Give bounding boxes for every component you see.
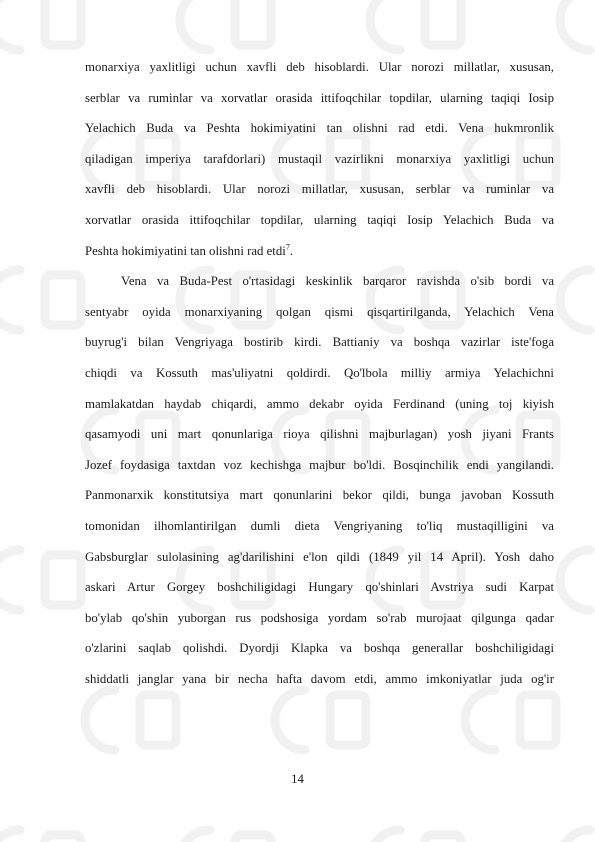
sentence-period: . [289, 243, 294, 258]
text-line: monarxiya yaxlitligi uchun xavfli deb hisoblardi. Ular norozi millatlar, xususan, [85, 60, 554, 74]
watermark-arc [560, 550, 590, 610]
text-line: qasamyodi uni mart qonunlariga rioya qilishni majburlagan) yosh jiyani Frants [85, 427, 554, 442]
watermark-block [45, 0, 81, 45]
watermark-arc [0, 550, 20, 610]
text-line: tomonidan ilhomlantirilgan dumli dieta Vengriyaning to'liq mustaqilligini va [85, 518, 554, 533]
text-line: shiddatli janglar yana bir necha hafta davom etdi, ammo imkoniyatlar juda og'ir [85, 671, 554, 686]
paragraph-2 [85, 266, 554, 694]
watermark-arc [275, 690, 305, 750]
text-line: o'zlarini saqlab qolishdi. Dyordji Klapka va boshqa generallar boshchiligidagi [85, 641, 554, 656]
watermark-block [425, 835, 461, 842]
text-line: Jozef foydasiga taxtdan voz kechishga majbur bo'ldi. Bosqinchilik endi yangilandi. [85, 457, 554, 472]
watermark-block [140, 695, 176, 745]
text-line: Gabsburglar sulolasining ag'darilishini e'lon qildi (1849 yil 14 April). Yosh daho [85, 549, 554, 564]
watermark-arc [0, 830, 20, 842]
watermark-block [235, 835, 271, 842]
text-line: sentyabr oyida monarxiyaning qolgan qismi qisqartirilganda, Yelachich Vena [85, 304, 554, 319]
footnote-reference[interactable]: 7 [285, 242, 290, 252]
watermark-block [45, 275, 81, 325]
watermark-arc [465, 690, 495, 750]
watermark-arc [560, 0, 590, 50]
watermark-arc [560, 270, 590, 330]
text-line-indented: Vena va Buda-Pest o'rtasidagi keskinlik barqaror ravishda o'sib bordi va [121, 274, 554, 289]
text-line: askari Artur Gorgey boshchiligidagi Hungary qo'shinlari Avstriya sudi Karpat [85, 580, 554, 595]
text-line: serblar va ruminlar va xorvatlar orasida ittifoqchilar topdilar, ularning taqiqi Iosip [85, 90, 554, 105]
watermark-arc [0, 270, 20, 330]
page-number: 14 [291, 772, 304, 786]
watermark-arc [0, 0, 20, 50]
watermark-arc [180, 0, 210, 50]
watermark-arc [85, 690, 115, 750]
text-line: chiqdi va Kossuth mas'uliyatni qoldirdi. Qo'lbola milliy armiya Yelachichni [85, 365, 554, 380]
watermark-block [520, 695, 556, 745]
watermark-arc [370, 0, 400, 50]
watermark-arc [180, 830, 210, 842]
text-line-last [85, 236, 554, 267]
text-line: bo'ylab qo'shin yuborgan rus podshosiga yordam so'rab murojaat qilgunga qadar [85, 610, 554, 625]
body-text [85, 52, 554, 694]
watermark-block [45, 835, 81, 842]
watermark-block [45, 555, 81, 605]
watermark-block [425, 0, 461, 45]
paragraph-1 [85, 52, 554, 266]
text-line: Yelachich Buda va Peshta hokimiyatini tan olishni rad etdi. Vena hukmronlik [85, 121, 554, 136]
text-line: xavfli deb hisoblardi. Ular norozi millatlar, xususan, serblar va ruminlar va [85, 182, 554, 197]
watermark-block [235, 0, 271, 45]
text-line: xorvatlar orasida ittifoqchilar topdilar, ularning taqiqi Iosip Yelachich Buda va [85, 212, 554, 227]
watermark-block [330, 695, 366, 745]
watermark-arc [370, 830, 400, 842]
text-line: buyrug'i bilan Vengriyaga bostirib kirdi. Battianiy va boshqa vazirlar iste'foga [85, 335, 554, 350]
text-line: mamlakatdan haydab chiqardi, ammo dekabr oyida Ferdinand (uning toj kiyish [85, 396, 554, 411]
text-line: qiladigan imperiya tarafdorlari) mustaqil vazirlikni monarxiya yaxlitligi uchun [85, 151, 554, 166]
watermark-arc [560, 830, 590, 842]
text-line: Panmonarxik konstitutsiya mart qonunlarini bekor qildi, bunga javoban Kossuth [85, 488, 554, 503]
text-line-content: Peshta hokimiyatini tan olishni rad etdi [85, 243, 286, 258]
